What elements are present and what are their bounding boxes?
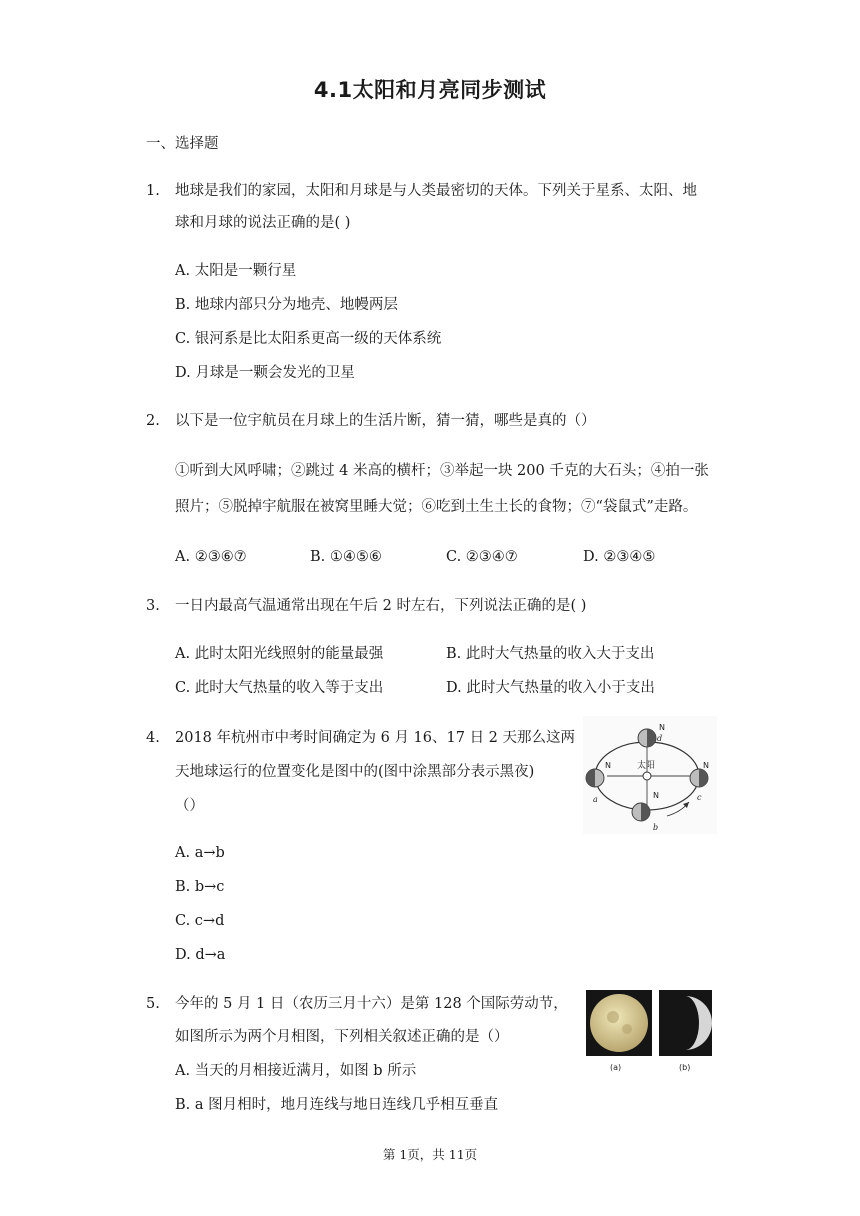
option-b: B. 此时大气热量的收入大于支出 bbox=[446, 646, 655, 662]
earth-orbit-figure bbox=[583, 716, 717, 834]
option-a: A. a→b bbox=[175, 845, 225, 861]
moon-crater bbox=[607, 1011, 619, 1023]
question-text: 2018 年杭州市中考时间确定为 6 月 16、17 日 2 天那么这两 bbox=[175, 730, 576, 746]
figure-label-a: (a) bbox=[610, 1063, 622, 1072]
north-label: N bbox=[659, 723, 665, 732]
question-text: 一日内最高气温通常出现在午后 2 时左右，下列说法正确的是( ) bbox=[175, 598, 587, 614]
option-c: C. 银河系是比太阳系更高一级的天体系统 bbox=[175, 331, 442, 347]
north-label: N bbox=[653, 791, 659, 800]
option-c: C. c→d bbox=[175, 913, 225, 929]
option-b: B. 地球内部只分为地壳、地幔两层 bbox=[175, 297, 398, 313]
question-text: 如图所示为两个月相图，下列相关叙述正确的是（） bbox=[175, 1029, 509, 1045]
option-b: B. a 图月相时，地月连线与地日连线几乎相互垂直 bbox=[175, 1097, 499, 1113]
option-b: B. b→c bbox=[175, 879, 225, 895]
question-number: 3. bbox=[146, 598, 160, 614]
north-label: N bbox=[703, 761, 709, 770]
section-heading: 一、选择题 bbox=[146, 136, 219, 152]
figure-label-b: (b) bbox=[679, 1063, 691, 1072]
moon-crater bbox=[622, 1024, 632, 1034]
option-a: A. 太阳是一颗行星 bbox=[175, 263, 297, 279]
question-text: ①听到大风呼啸；②跳过 4 米高的横杆；③举起一块 200 千克的大石头；④拍一张 bbox=[175, 463, 709, 479]
question-text: 今年的 5 月 1 日（农历三月十六）是第 128 个国际劳动节， bbox=[175, 996, 568, 1012]
position-label-b: b bbox=[653, 823, 659, 832]
position-label-c: c bbox=[697, 793, 702, 802]
question-text: 天地球运行的位置变化是图中的(图中涂黑部分表示黑夜) bbox=[175, 764, 535, 780]
north-label: N bbox=[605, 761, 611, 770]
option-d: D. d→a bbox=[175, 947, 226, 963]
position-label-d: d bbox=[657, 734, 663, 743]
option-a: A. 当天的月相接近满月，如图 b 所示 bbox=[175, 1063, 417, 1079]
option-c: C. 此时大气热量的收入等于支出 bbox=[175, 680, 384, 696]
question-number: 2. bbox=[146, 413, 160, 429]
question-text: 球和月球的说法正确的是( ) bbox=[175, 215, 351, 231]
question-text: （） bbox=[175, 798, 204, 814]
question-text: 以下是一位宇航员在月球上的生活片断，猜一猜，哪些是真的（） bbox=[175, 413, 596, 429]
page-footer: 第 1页，共 11页 bbox=[382, 1147, 478, 1162]
option-b: B. ①④⑤⑥ bbox=[310, 549, 382, 565]
question-number: 4. bbox=[146, 730, 160, 746]
option-a: A. ②③⑥⑦ bbox=[175, 549, 247, 565]
page-title: 4.1太阳和月亮同步测试 bbox=[313, 78, 547, 102]
sun-icon bbox=[643, 772, 651, 780]
full-moon-icon bbox=[590, 994, 648, 1052]
option-a: A. 此时太阳光线照射的能量最强 bbox=[175, 646, 384, 662]
position-label-a: a bbox=[593, 795, 598, 804]
question-text: 照片；⑤脱掉宇航服在被窝里睡大觉；⑥吃到土生土长的食物；⑦“袋鼠式”走路。 bbox=[175, 499, 698, 515]
question-number: 1. bbox=[146, 183, 160, 199]
sun-label: 太阳 bbox=[637, 761, 656, 771]
question-text: 地球是我们的家园，太阳和月球是与人类最密切的天体。下列关于星系、太阳、地 bbox=[175, 183, 697, 199]
question-number: 5. bbox=[146, 996, 160, 1012]
option-c: C. ②③④⑦ bbox=[446, 549, 518, 565]
option-d: D. ②③④⑤ bbox=[583, 549, 656, 565]
option-d: D. 此时大气热量的收入小于支出 bbox=[446, 680, 655, 696]
moon-phase-figure bbox=[585, 989, 713, 1077]
option-d: D. 月球是一颗会发光的卫星 bbox=[175, 365, 355, 381]
